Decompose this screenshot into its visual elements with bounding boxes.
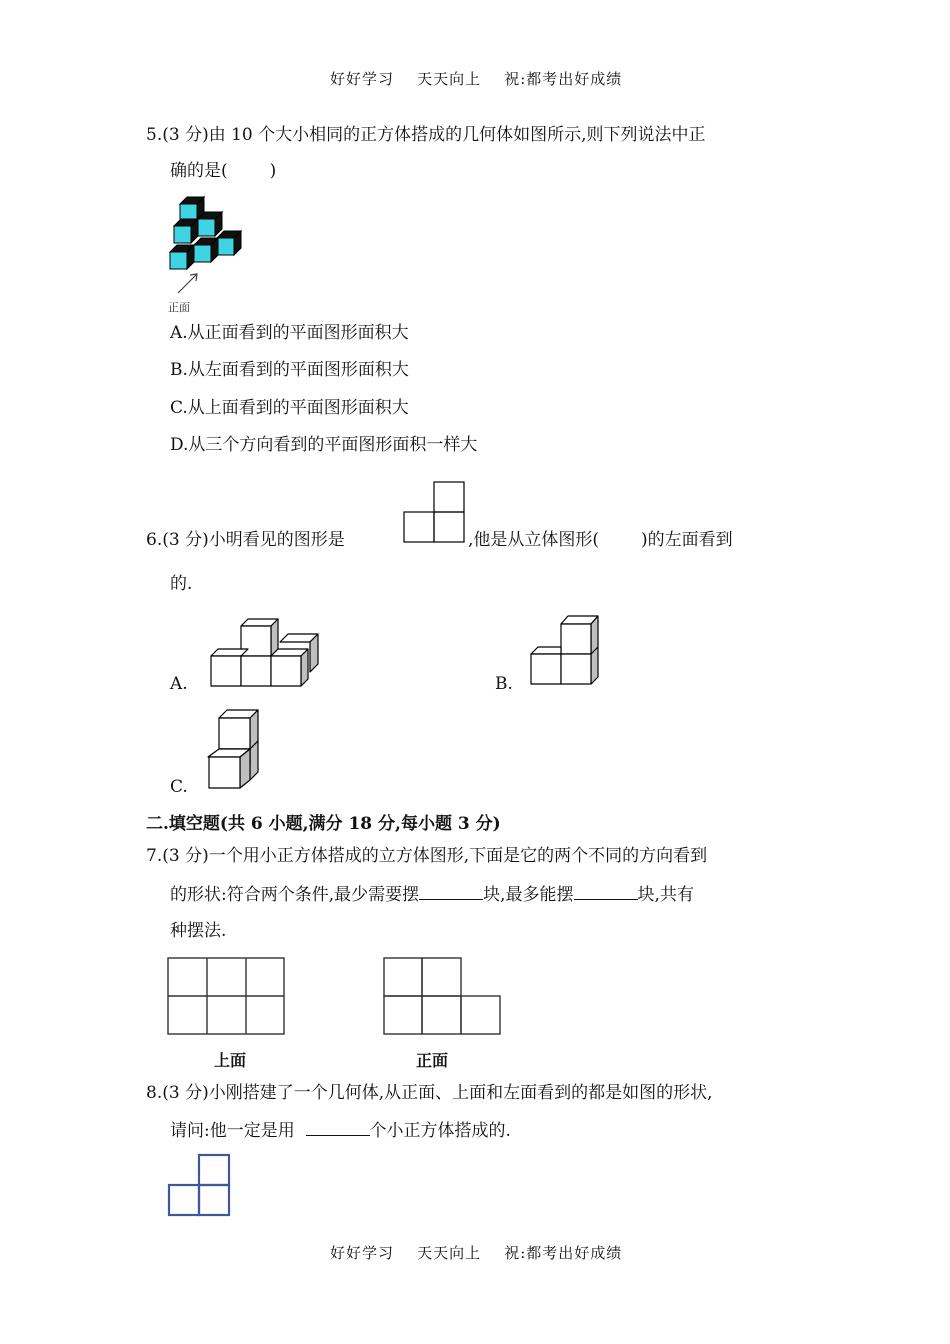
q5-paren-close: ) xyxy=(269,161,277,181)
q7-front-view-grid xyxy=(383,957,501,1035)
q8-line2 xyxy=(170,1119,511,1142)
q8-line1: 8.(3 分)小刚搭建了一个几何体,从正面、上面和左面看到的都是如图的形状, xyxy=(146,1083,713,1103)
footer-slogan-3: 祝:都考出好成绩 xyxy=(504,1244,623,1262)
q6-stem-middle: ,他是从立体图形( xyxy=(468,530,600,550)
q5-stem-end: 确的是( xyxy=(170,161,228,181)
q6-part2 xyxy=(468,529,733,551)
q6-line2: 的. xyxy=(170,574,193,594)
q8-answer-blank[interactable] xyxy=(306,1119,370,1136)
q7-min-blank[interactable] xyxy=(419,883,483,900)
q6-part1: 6.(3 分)小明看见的图形是 xyxy=(146,530,345,550)
q8-text-a: 请问:他一定是用 xyxy=(170,1121,295,1141)
q8-text-b: 个小正方体搭成的. xyxy=(369,1121,511,1141)
q7-text-a: 的形状:符合两个条件,最少需要摆 xyxy=(170,885,420,905)
header-slogan-2: 天天向上 xyxy=(417,70,482,88)
q6-option-a-label[interactable]: A. xyxy=(170,674,188,694)
q6-left-view-shape xyxy=(403,481,465,543)
q6-option-b-label[interactable]: B. xyxy=(495,674,513,694)
q7-line3: 种摆法. xyxy=(170,921,227,941)
page-footer xyxy=(330,1242,622,1263)
q7-top-view-label: 上面 xyxy=(214,1051,247,1070)
section-heading-fill-in: 二.填空题(共 6 小题,满分 18 分,每小题 3 分) xyxy=(146,814,501,834)
header-slogan-1: 好好学习 xyxy=(330,70,395,88)
page-header xyxy=(330,68,622,89)
q5-option-c[interactable]: C.从上面看到的平面图形面积大 xyxy=(170,398,409,418)
q7-line2 xyxy=(170,883,694,906)
footer-slogan-1: 好好学习 xyxy=(330,1244,395,1262)
q5-line2 xyxy=(170,160,276,182)
q8-view-shape xyxy=(167,1153,231,1217)
q6-option-c-figure[interactable] xyxy=(207,707,263,789)
header-slogan-3: 祝:都考出好成绩 xyxy=(504,70,623,88)
q7-text-c: 块,共有 xyxy=(637,885,694,905)
q5-cube-stack-figure xyxy=(160,190,250,315)
footer-slogan-2: 天天向上 xyxy=(417,1244,482,1262)
q6-option-c-label[interactable]: C. xyxy=(170,777,188,797)
front-view-label: 正面 xyxy=(168,301,190,314)
q7-top-view-grid xyxy=(167,957,285,1035)
q7-line1: 7.(3 分)一个用小正方体搭成的立方体图形,下面是它的两个不同的方向看到 xyxy=(146,846,708,866)
q6-option-b-figure[interactable] xyxy=(530,613,602,688)
q6-option-a-figure[interactable] xyxy=(210,613,322,688)
q6-stem-end: )的左面看到 xyxy=(641,530,733,550)
q7-front-view-label: 正面 xyxy=(416,1051,449,1070)
q5-option-d[interactable]: D.从三个方向看到的平面图形面积一样大 xyxy=(170,435,478,455)
q5-option-a[interactable]: A.从正面看到的平面图形面积大 xyxy=(170,323,409,343)
q7-max-blank[interactable] xyxy=(574,883,638,900)
q7-text-b: 块,最多能摆 xyxy=(483,885,574,905)
q5-option-b[interactable]: B.从左面看到的平面图形面积大 xyxy=(170,360,409,380)
q5-line1: 5.(3 分)由 10 个大小相同的正方体搭成的几何体如图所示,则下列说法中正 xyxy=(146,125,706,145)
